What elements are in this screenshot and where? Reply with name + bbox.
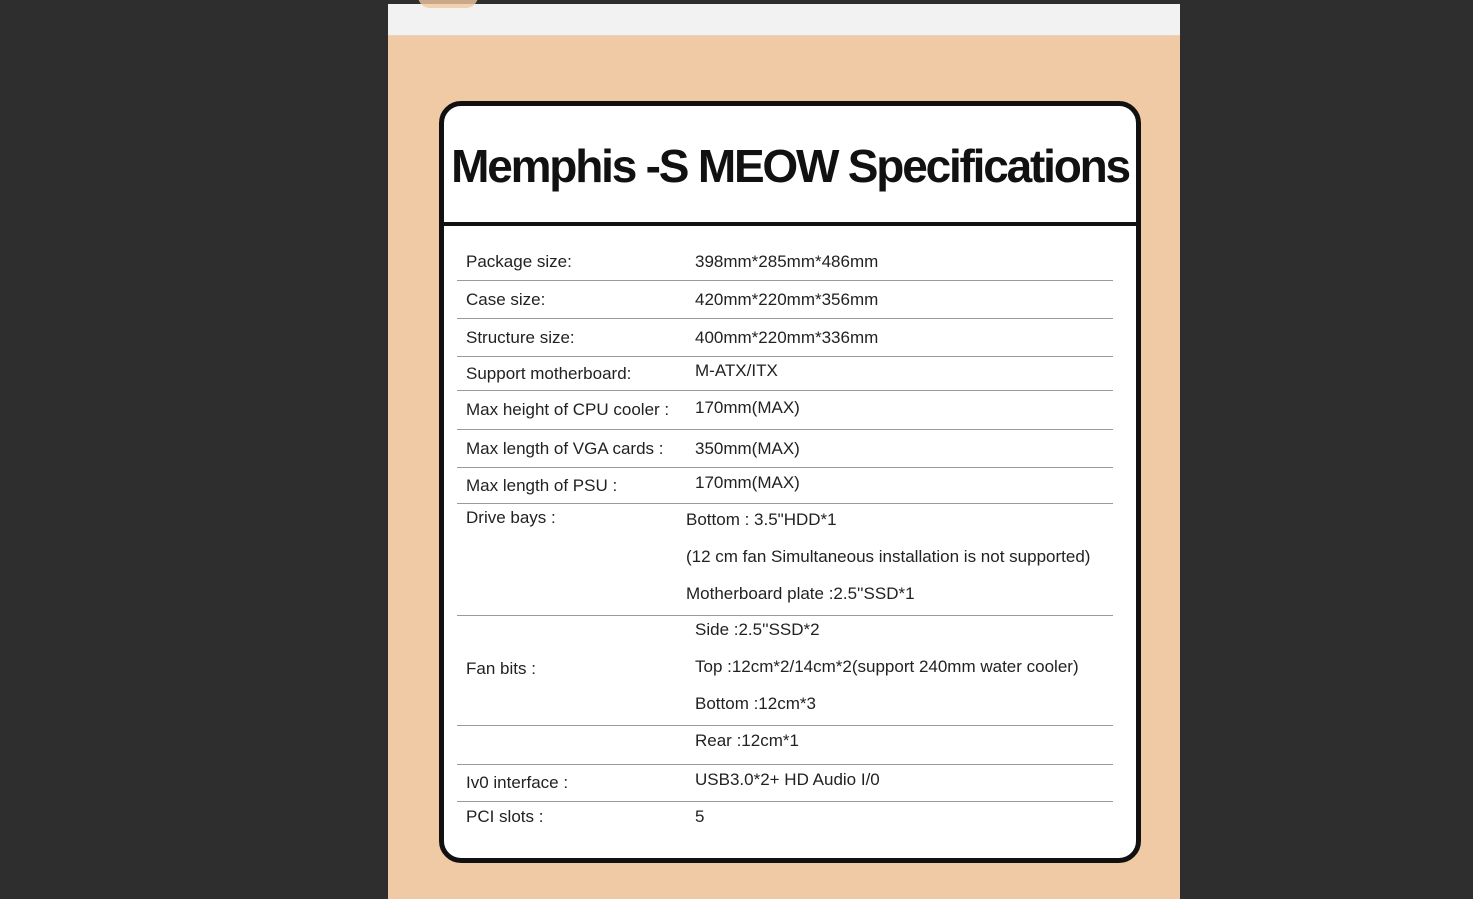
previous-page-edge <box>388 4 1180 36</box>
spec-label: Package size: <box>466 252 572 271</box>
spec-label: Case size: <box>466 289 546 309</box>
spec-row-package-size <box>457 244 1113 281</box>
spec-row-cpu-cooler <box>457 391 1113 430</box>
spec-row-pci-slots <box>457 802 1113 832</box>
spec-row-structure-size <box>457 319 1113 357</box>
spec-label: Fan bits : <box>466 658 536 678</box>
page-title: Memphis -S MEOW Specifications <box>451 140 1129 192</box>
spec-value: USB3.0*2+ HD Audio I/0 <box>695 770 880 789</box>
spec-row-drive-bays <box>457 504 1113 616</box>
spec-label: Max length of VGA cards : <box>466 438 664 458</box>
spec-label: Max length of PSU : <box>466 475 618 495</box>
spec-row-fan-bits <box>457 616 1113 726</box>
spec-label <box>457 726 695 764</box>
spec-value: 170mm(MAX) <box>695 398 800 417</box>
document-page <box>388 4 1180 899</box>
spec-value: 400mm*220mm*336mm <box>695 328 879 347</box>
spec-label: Iv0 interface : <box>466 773 569 792</box>
spec-value: Rear :12cm*1 <box>695 731 799 750</box>
spec-card-header <box>444 106 1136 226</box>
spec-value: (12 cm fan Simultaneous installation is not supported) <box>686 547 1091 566</box>
spec-row-support-motherboard <box>457 357 1113 391</box>
spec-value: Bottom : 3.5"HDD*1 <box>686 510 837 529</box>
spec-card <box>439 101 1141 863</box>
spec-value: Top :12cm*2/14cm*2(support 240mm water cooler) <box>695 657 1079 676</box>
spec-value: Side :2.5''SSD*2 <box>695 620 820 639</box>
spec-value: M-ATX/ITX <box>695 361 778 380</box>
spec-row-fan-rear <box>457 726 1113 765</box>
spec-value: 398mm*285mm*486mm <box>695 252 879 271</box>
spec-value: Bottom :12cm*3 <box>695 694 816 713</box>
spec-label: Max height of CPU cooler : <box>466 400 670 419</box>
spec-row-psu <box>457 468 1113 504</box>
spec-table <box>457 244 1113 832</box>
spec-row-vga-cards <box>457 430 1113 468</box>
spec-label: Support motherboard: <box>466 363 632 383</box>
spec-row-io-interface <box>457 765 1113 802</box>
spec-value: Motherboard plate :2.5''SSD*1 <box>686 584 915 603</box>
decorative-shape <box>418 0 478 8</box>
spec-value: 350mm(MAX) <box>695 439 800 458</box>
spec-label: Drive bays : <box>466 508 556 527</box>
spec-label: PCI slots : <box>466 807 544 826</box>
spec-value: 5 <box>695 807 705 826</box>
spec-row-case-size <box>457 281 1113 319</box>
spec-value: 420mm*220mm*356mm <box>695 290 879 309</box>
spec-value: 170mm(MAX) <box>695 473 800 492</box>
spec-label: Structure size: <box>466 327 575 347</box>
